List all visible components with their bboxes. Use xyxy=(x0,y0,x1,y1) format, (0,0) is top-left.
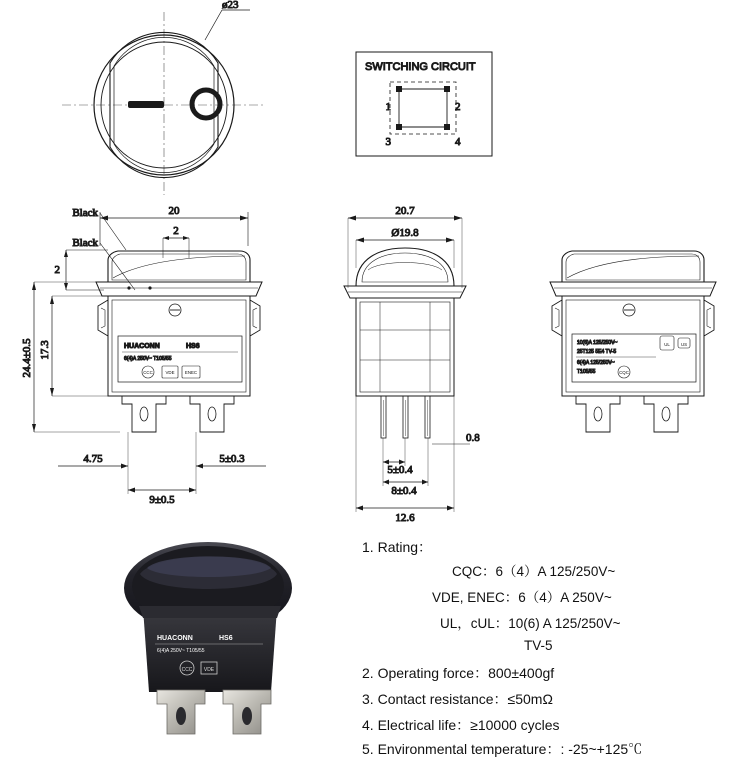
spec-2-num: 2. xyxy=(362,665,374,681)
side-dim-pin-gap-1: 5±0.4 xyxy=(387,464,413,476)
circuit-terminal-4: 4 xyxy=(455,136,461,148)
front-dim-left-terminal: 4.75 xyxy=(83,453,103,465)
right-nameplate-line3: 6(4)A 125/250V~ xyxy=(577,360,615,366)
circuit-terminal-1: 1 xyxy=(385,101,391,113)
spec-4-num: 4. xyxy=(362,717,374,733)
right-nameplate-line1: 10(6)A 125/250V~ xyxy=(577,340,618,346)
right-view-group xyxy=(550,251,716,432)
spec-item-4 xyxy=(362,715,560,735)
svg-text:CCC: CCC xyxy=(181,667,193,673)
front-view-group xyxy=(21,205,266,506)
svg-text:CCC: CCC xyxy=(143,370,153,375)
spec-1-line-4: TV-5 xyxy=(524,638,553,653)
front-black-label-2: Black xyxy=(72,237,98,249)
photo-model: HS6 xyxy=(219,635,233,642)
switching-circuit-title: SWITCHING CIRCUIT xyxy=(365,61,476,73)
spec-1-line-1: CQC：6（4）A 125/250V~ xyxy=(452,564,616,579)
switching-circuit-group xyxy=(356,52,492,156)
front-dim-total-height: 24.4±0.5 xyxy=(21,338,33,378)
side-dim-pin-gap-2: 8±0.4 xyxy=(391,485,417,497)
front-dim-gap: 2 xyxy=(173,225,179,237)
spec-1-line-2: VDE, ENEC：6（4）A 250V~ xyxy=(432,590,612,605)
circuit-terminal-2: 2 xyxy=(455,101,461,113)
top-view-group xyxy=(62,0,266,195)
side-view-group xyxy=(344,205,480,524)
right-nameplate-line2: 25T125 5E4 TV-5 xyxy=(577,349,617,355)
spec-5-num: 5. xyxy=(362,741,374,757)
spec-item-1 xyxy=(362,537,432,557)
product-photo xyxy=(95,522,355,742)
spec-item-5 xyxy=(362,739,642,759)
side-dim-overall-width: 20.7 xyxy=(395,205,415,217)
svg-text:ENEC: ENEC xyxy=(184,370,198,375)
svg-text:US: US xyxy=(680,342,688,347)
front-black-label-1: Black xyxy=(72,207,98,219)
front-dim-right-terminal: 5±0.3 xyxy=(219,453,245,465)
spec-1-label: Rating： xyxy=(377,539,433,555)
side-dim-pin-thickness: 0.8 xyxy=(466,432,480,444)
front-dim-width: 20 xyxy=(168,205,180,217)
spec-item-2 xyxy=(362,663,554,683)
svg-text:UL: UL xyxy=(664,342,670,347)
spec-2-label: Operating force：800±400gf xyxy=(377,665,555,681)
svg-text:VDE: VDE xyxy=(203,667,215,673)
side-dim-depth: 12.6 xyxy=(395,512,415,524)
spec-3-num: 3. xyxy=(362,691,374,707)
svg-text:CQC: CQC xyxy=(619,370,629,375)
svg-text:VDE: VDE xyxy=(165,370,175,375)
spec-3-label: Contact resistance：≤50mΩ xyxy=(377,691,553,707)
photo-rating: 6(4)A 250V~ T105/55 xyxy=(157,648,205,654)
spec-1-line-3: UL，cUL：10(6) A 125/250V~ xyxy=(440,616,621,631)
spec-item-3 xyxy=(362,689,553,709)
side-dim-panel-diameter: Ø19.8 xyxy=(391,227,419,239)
top-view-diameter: ø23 xyxy=(222,0,239,11)
front-dim-black-offset: 2 xyxy=(54,264,60,276)
front-nameplate-model: HS6 xyxy=(186,343,200,350)
right-nameplate-line4: T105/55 xyxy=(577,369,596,375)
front-dim-body-height: 17.3 xyxy=(39,340,51,360)
front-nameplate-rating: 6(4)A 250V~ T105/55 xyxy=(124,356,172,362)
circuit-terminal-3: 3 xyxy=(385,136,391,148)
spec-1-num: 1. xyxy=(362,539,374,555)
front-nameplate-brand: HUACONN xyxy=(124,343,160,350)
spec-4-label: Electrical life：≥10000 cycles xyxy=(377,717,560,733)
spec-5-label: Environmental temperature：: -25~+125℃ xyxy=(377,741,643,757)
photo-brand: HUACONN xyxy=(157,635,193,642)
front-dim-terminal-span: 9±0.5 xyxy=(149,494,175,506)
